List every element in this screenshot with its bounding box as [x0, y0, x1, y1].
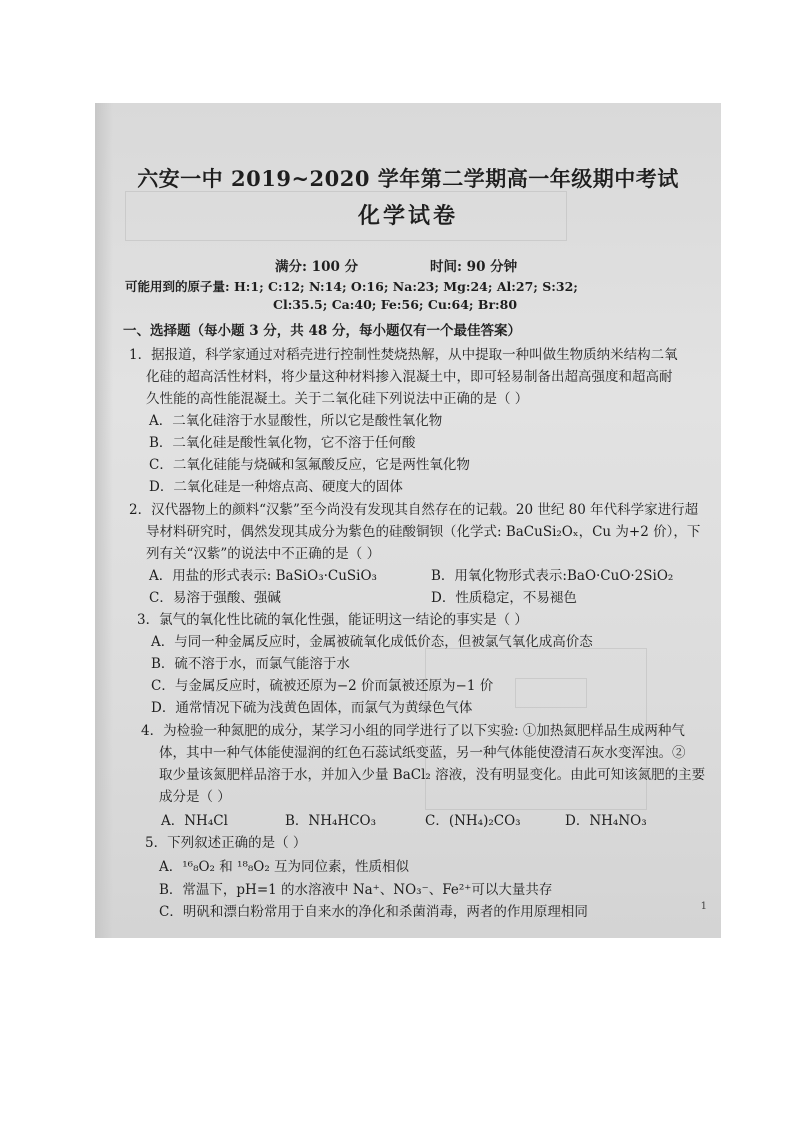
- q5-option-a: A．¹⁶₈O₂ 和 ¹⁸₈O₂ 互为同位素，性质相似: [159, 859, 410, 875]
- q2-option-a: A．用盐的形式表示: BaSiO₃·CuSiO₃: [149, 568, 377, 584]
- q1-option-c: C．二氧化硅能与烧碱和氢氟酸反应，它是两性氧化物: [149, 457, 470, 473]
- page-number: 1: [700, 901, 707, 912]
- q2-option-c: C．易溶于强酸、强碱: [149, 590, 281, 606]
- exam-subject: 化学试卷: [357, 203, 458, 229]
- q1-option-a: A．二氧化硅溶于水显酸性，所以它是酸性氧化物: [149, 413, 443, 429]
- atomic-masses-line-2: Cl:35.5; Ca:40; Fe:56; Cu:64; Br:80: [273, 297, 518, 312]
- q4-stem-3: 取少量该氮肥样品溶于水，并加入少量 BaCl₂ 溶液，没有明显变化。由此可知该氮肥的主要: [159, 767, 706, 783]
- q3-option-b: B．硫不溶于水，而氯气能溶于水: [151, 656, 350, 672]
- full-score: 满分: 100 分: [275, 259, 359, 275]
- exam-time: 时间: 90 分钟: [430, 259, 518, 275]
- q5-stem: 5．下列叙述正确的是（ ）: [145, 835, 307, 851]
- q4-stem-2: 体，其中一种气体能使湿润的红色石蕊试纸变蓝，另一种气体能使澄清石灰水变浑浊。②: [159, 745, 686, 761]
- q3-option-d: D．通常情况下硫为浅黄色固体，而氯气为黄绿色气体: [151, 700, 473, 716]
- q1-option-b: B．二氧化硅是酸性氧化物，它不溶于任何酸: [149, 435, 416, 451]
- q2-stem-2: 导材料研究时，偶然发现其成分为紫色的硅酸铜钡（化学式: BaCuSi₂Oₓ，Cu 为+2 价），下: [146, 524, 701, 540]
- q3-stem: 3．氯气的氧化性比硫的氧化性强，能证明这一结论的事实是（ ）: [137, 612, 528, 628]
- section-heading: 一、选择题（每小题 3 分，共 48 分，每小题仅有一个最佳答案）: [123, 323, 521, 339]
- q4-option-c: C．(NH₄)₂CO₃: [425, 813, 521, 829]
- q3-option-a: A．与同一种金属反应时，金属被硫氧化成低价态，但被氯气氧化成高价态: [151, 634, 593, 650]
- q2-stem-3: 列有关“汉紫”的说法中不正确的是（ ）: [146, 546, 381, 562]
- q2-option-b: B．用氧化物形式表示:BaO·CuO·2SiO₂: [431, 568, 674, 584]
- bleed-through-box: [515, 678, 587, 708]
- q4-option-d: D．NH₄NO₃: [565, 813, 647, 829]
- atomic-masses-line-1: 可能用到的原子量: H:1; C:12; N:14; O:16; Na:23; Mg:24; Al:27; S:32;: [125, 279, 578, 294]
- q1-stem-2: 化硅的超高活性材料，将少量这种材料掺入混凝土中，即可轻易制备出超高强度和超高耐: [146, 369, 673, 385]
- q2-stem-1: 2．汉代器物上的颜料“汉紫”至今尚没有发现其自然存在的记载。20 世纪 80 年代科学家进行超: [129, 502, 699, 518]
- q4-option-b: B．NH₄HCO₃: [285, 813, 376, 829]
- exam-photo: [95, 103, 721, 938]
- q5-option-c: C．明矾和漂白粉常用于自来水的净化和杀菌消毒，两者的作用原理相同: [159, 904, 588, 920]
- q5-option-b: B．常温下，pH=1 的水溶液中 Na⁺、NO₃⁻、Fe²⁺可以大量共存: [159, 882, 553, 898]
- q4-stem-4: 成分是（ ）: [159, 789, 231, 805]
- q4-option-a: A．NH₄Cl: [161, 813, 228, 829]
- q1-stem-3: 久性能的高性能混凝土。关于二氧化硅下列说法中正确的是（ ）: [146, 391, 529, 407]
- exam-title: 六安一中 2019~2020 学年第二学期高一年级期中考试: [137, 166, 679, 191]
- q4-stem-1: 4．为检验一种氮肥的成分，某学习小组的同学进行了以下实验: ①加热氮肥样品生成两种气: [141, 723, 685, 739]
- q3-option-c: C．与金属反应时，硫被还原为−2 价而氯被还原为−1 价: [151, 678, 494, 694]
- q1-stem-1: 1．据报道，科学家通过对稻壳进行控制性焚烧热解，从中提取一种叫做生物质纳米结构二氧: [129, 347, 678, 363]
- q1-option-d: D．二氧化硅是一种熔点高、硬度大的固体: [149, 479, 403, 495]
- q2-option-d: D．性质稳定，不易褪色: [431, 590, 577, 606]
